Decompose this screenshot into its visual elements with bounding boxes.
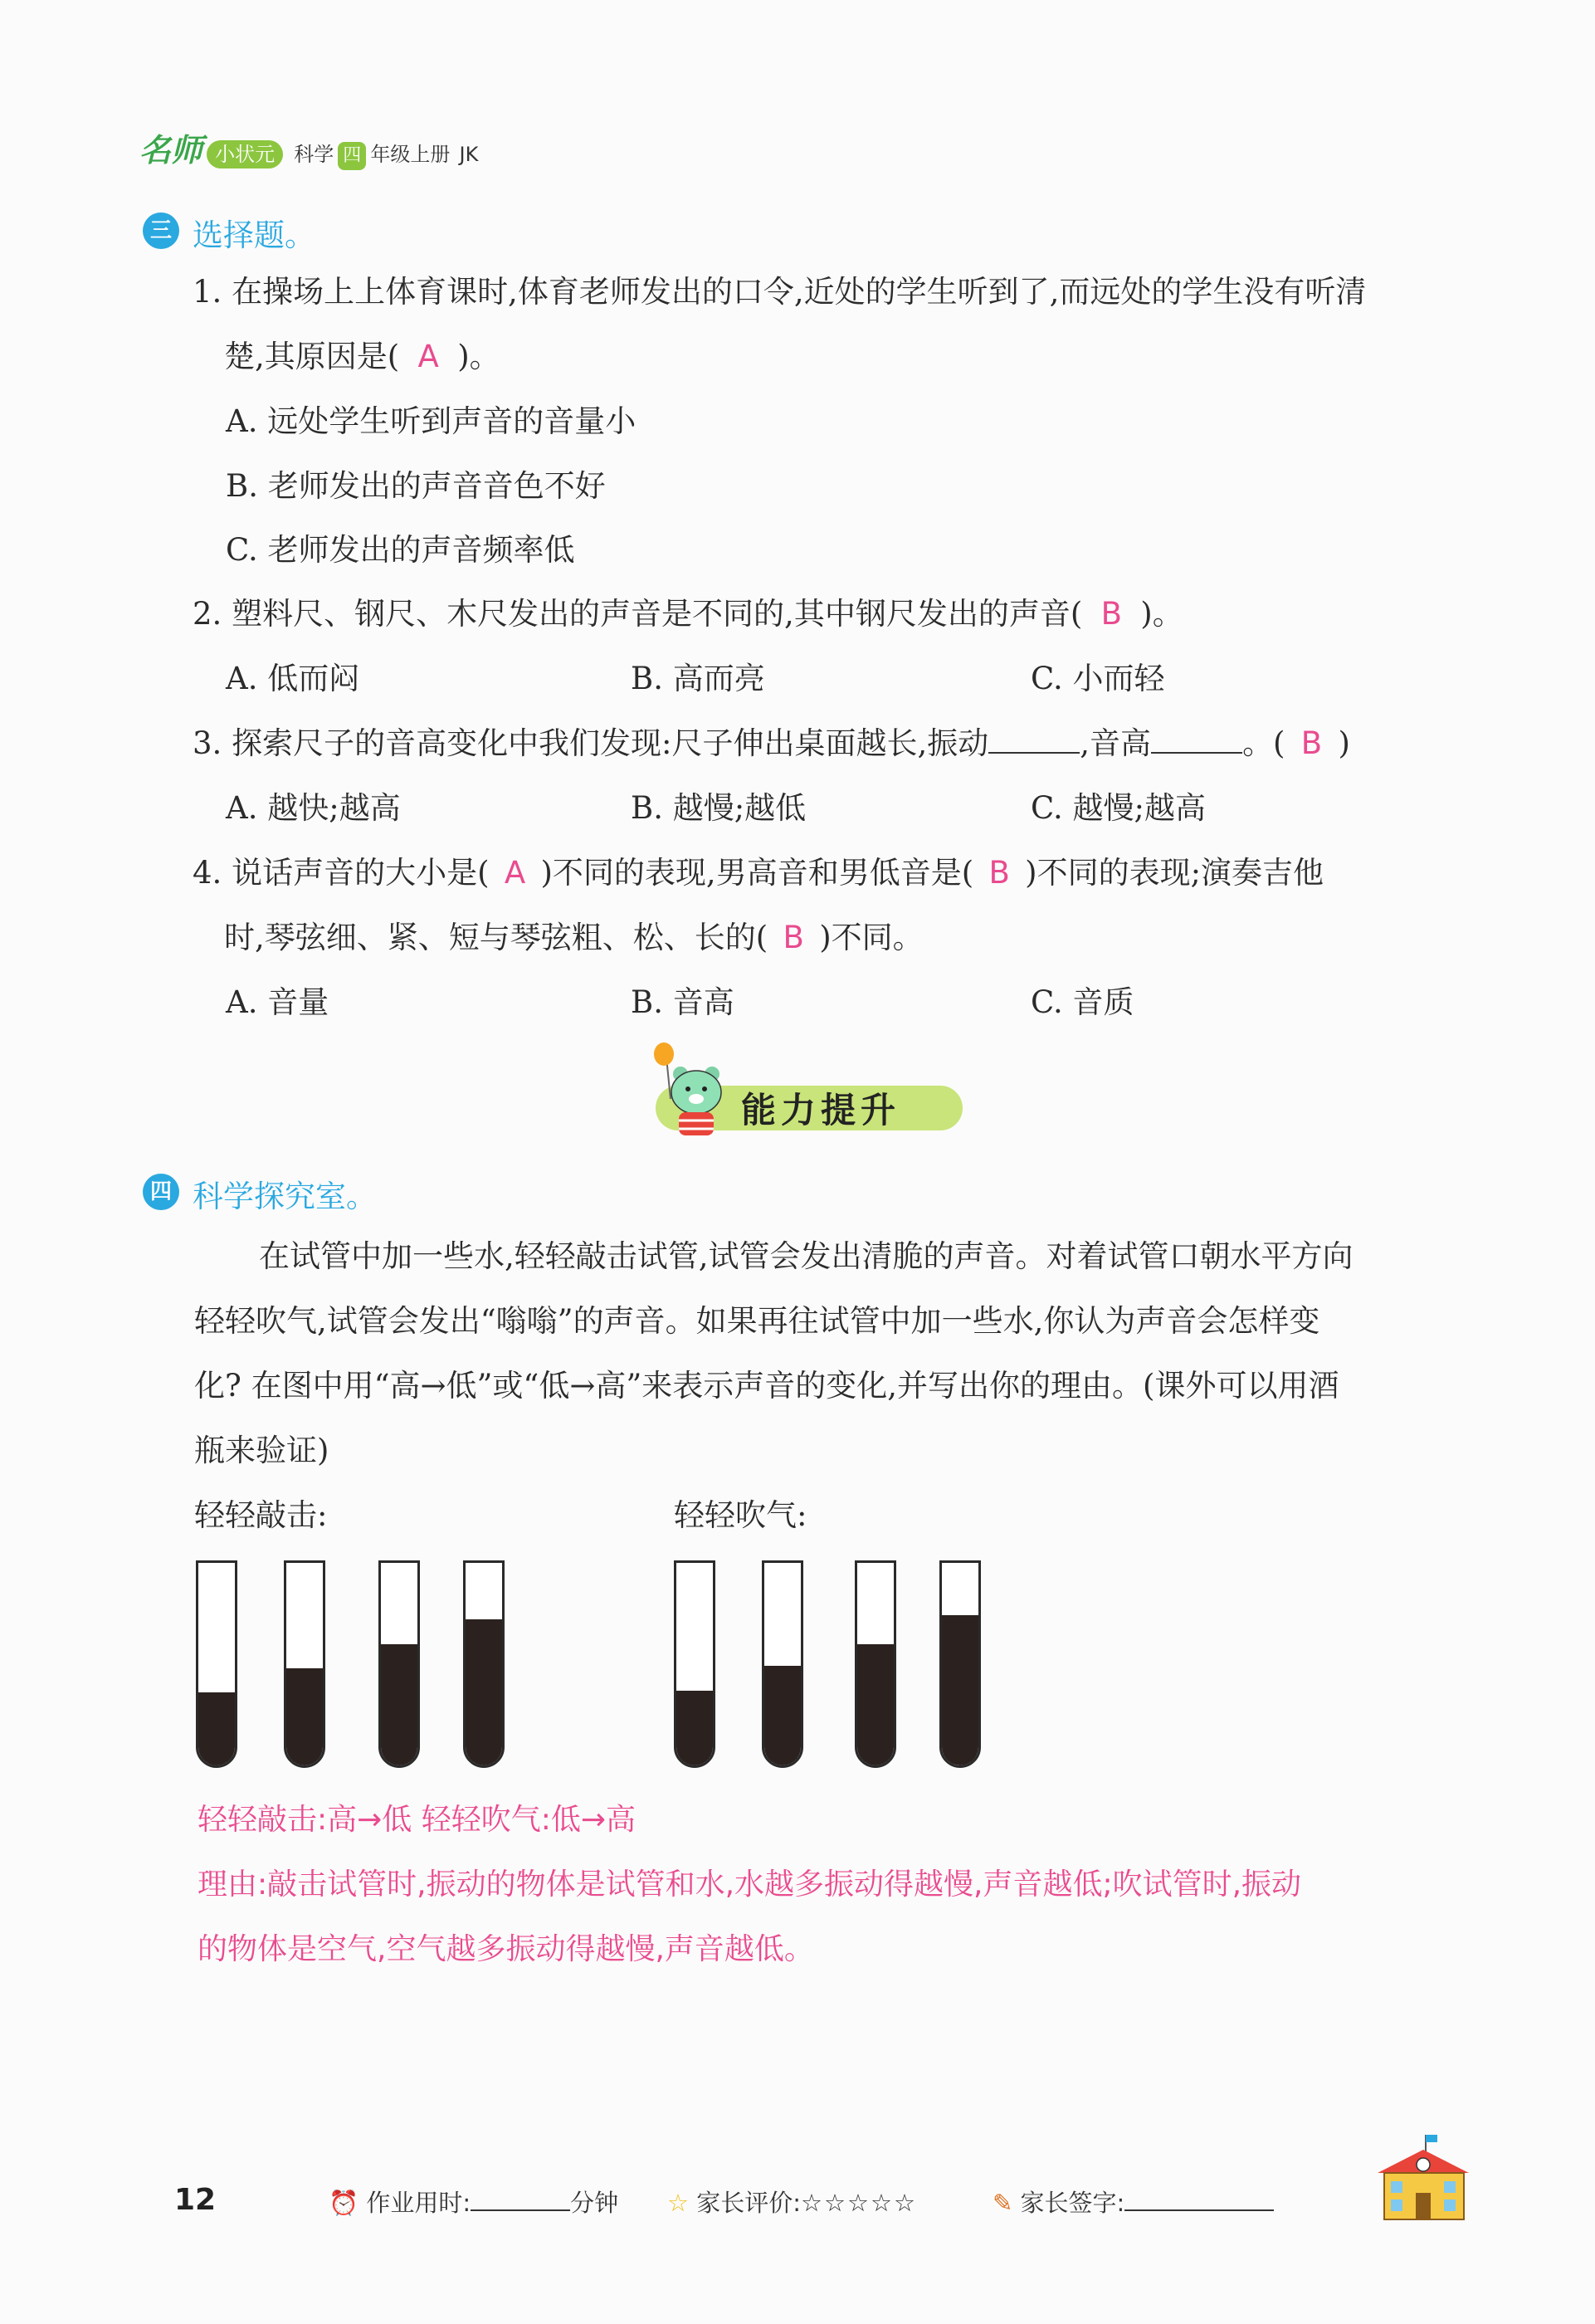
question-4-line2: 时,琴弦细、紧、短与琴弦粗、松、长的( B )不同。 — [224, 920, 924, 955]
bear-mascot-icon — [647, 1041, 739, 1145]
test-tube-blow-4 — [939, 1560, 981, 1768]
rating-stars[interactable]: ☆☆☆☆☆ — [801, 2189, 917, 2217]
section-title-4: 科学探究室。 — [193, 1179, 377, 1214]
brand-logo: 名师 — [139, 131, 203, 168]
star-icon: ☆ — [667, 2189, 689, 2217]
question-1-option-c: C. 老师发出的声音频率低 — [226, 532, 575, 568]
page-number: 12 — [174, 2183, 217, 2217]
question-3-option-a: A. 越快;越高 — [226, 790, 401, 826]
answer-3: B — [1300, 725, 1323, 761]
banner-title: 能力提升 — [741, 1090, 901, 1130]
test-tube-blow-2 — [762, 1560, 803, 1768]
question-3-option-c: C. 越慢;越高 — [1031, 790, 1206, 826]
test-tube-tap-3 — [378, 1560, 420, 1768]
edition-label: JK — [459, 143, 479, 166]
subject-label: 科学 — [294, 143, 334, 166]
parent-evaluation: ☆ 家长评价:☆☆☆☆☆ — [667, 2189, 917, 2217]
answer-reason-line1: 理由:敲击试管时,振动的物体是试管和水,水越多振动得越慢,声音越低;吹试管时,振动 — [198, 1868, 1302, 1902]
blank-3a — [988, 727, 1080, 754]
test-tube-blow-1 — [674, 1560, 715, 1768]
clock-icon: ⏰ — [329, 2189, 359, 2217]
question-2-option-c: C. 小而轻 — [1031, 661, 1165, 696]
paragraph-line-3: 化? 在图中用“高→低”或“低→高”来表示声音的变化,并写出你的理由。(课外可以用酒 — [194, 1368, 1339, 1404]
paragraph-line-2: 轻轻吹气,试管会发出“嗡嗡”的声音。如果再往试管中加一些水,你认为声音会怎样变 — [194, 1303, 1320, 1339]
answer-4c: B — [783, 920, 804, 955]
section-title-3: 选择题。 — [193, 217, 315, 253]
question-1-option-b: B. 老师发出的声音音色不好 — [226, 468, 606, 504]
parent-signature: ✎ 家长签字: — [993, 2185, 1274, 2219]
question-3: 3. 探索尺子的音高变化中我们发现:尺子伸出桌面越长,振动 ,音高 。( B ) — [193, 725, 1350, 761]
question-1-line1: 1. 在操场上上体育课时,体育老师发出的口令,近处的学生听到了,而远处的学生没有听清 — [193, 274, 1367, 310]
section-number-4: 四 — [143, 1174, 179, 1210]
blow-label: 轻轻吹气: — [674, 1497, 807, 1533]
tap-label: 轻轻敲击: — [194, 1497, 328, 1533]
answer-4a: A — [504, 855, 526, 891]
grade-text: 年级上册 — [370, 143, 451, 166]
answer-4b: B — [988, 855, 1010, 891]
signature-field[interactable] — [1124, 2188, 1274, 2211]
answer-1: A — [417, 339, 439, 374]
page-header — [139, 124, 478, 170]
answer-2: B — [1100, 596, 1122, 632]
question-1-option-a: A. 远处学生听到声音的音量小 — [226, 403, 637, 439]
test-tube-tap-4 — [463, 1560, 505, 1768]
question-3-option-b: B. 越慢;越低 — [631, 790, 807, 826]
blank-3b — [1151, 727, 1242, 754]
test-tube-tap-1 — [196, 1560, 237, 1768]
question-2-option-b: B. 高而亮 — [631, 661, 765, 696]
question-4-option-a: A. 音量 — [226, 984, 329, 1020]
test-tube-tap-2 — [284, 1560, 325, 1768]
section-number-3: 三 — [143, 212, 179, 249]
pencil-icon: ✎ — [993, 2189, 1013, 2217]
paragraph-line-1: 在试管中加一些水,轻轻敲击试管,试管会发出清脆的声音。对着试管口朝水平方向 — [259, 1238, 1354, 1274]
question-4-line1: 4. 说话声音的大小是( A )不同的表现,男高音和男低音是( B )不同的表现;演奏吉他 — [193, 855, 1324, 891]
paragraph-line-4: 瓶来验证) — [194, 1433, 329, 1468]
school-building-icon — [1369, 2133, 1477, 2224]
test-tube-blow-3 — [855, 1560, 896, 1768]
question-2: 2. 塑料尺、钢尺、木尺发出的声音是不同的,其中钢尺发出的声音( B )。 — [193, 596, 1183, 632]
question-4-option-c: C. 音质 — [1031, 984, 1134, 1020]
answer-reason-line2: 的物体是空气,空气越多振动得越慢,声音越低。 — [198, 1932, 814, 1966]
question-2-option-a: A. 低而闷 — [226, 661, 360, 696]
brand-pill: 小状元 — [207, 140, 283, 168]
question-1-line2: 楚,其原因是( A )。 — [224, 339, 500, 374]
question-4-option-b: B. 音高 — [631, 984, 734, 1020]
homework-time: ⏰ 作业用时: 分钟 — [329, 2189, 619, 2217]
answer-sound-change: 轻轻敲击:高→低 轻轻吹气:低→高 — [198, 1803, 637, 1837]
grade-badge: 四 — [338, 142, 366, 170]
time-field[interactable] — [471, 2188, 570, 2211]
